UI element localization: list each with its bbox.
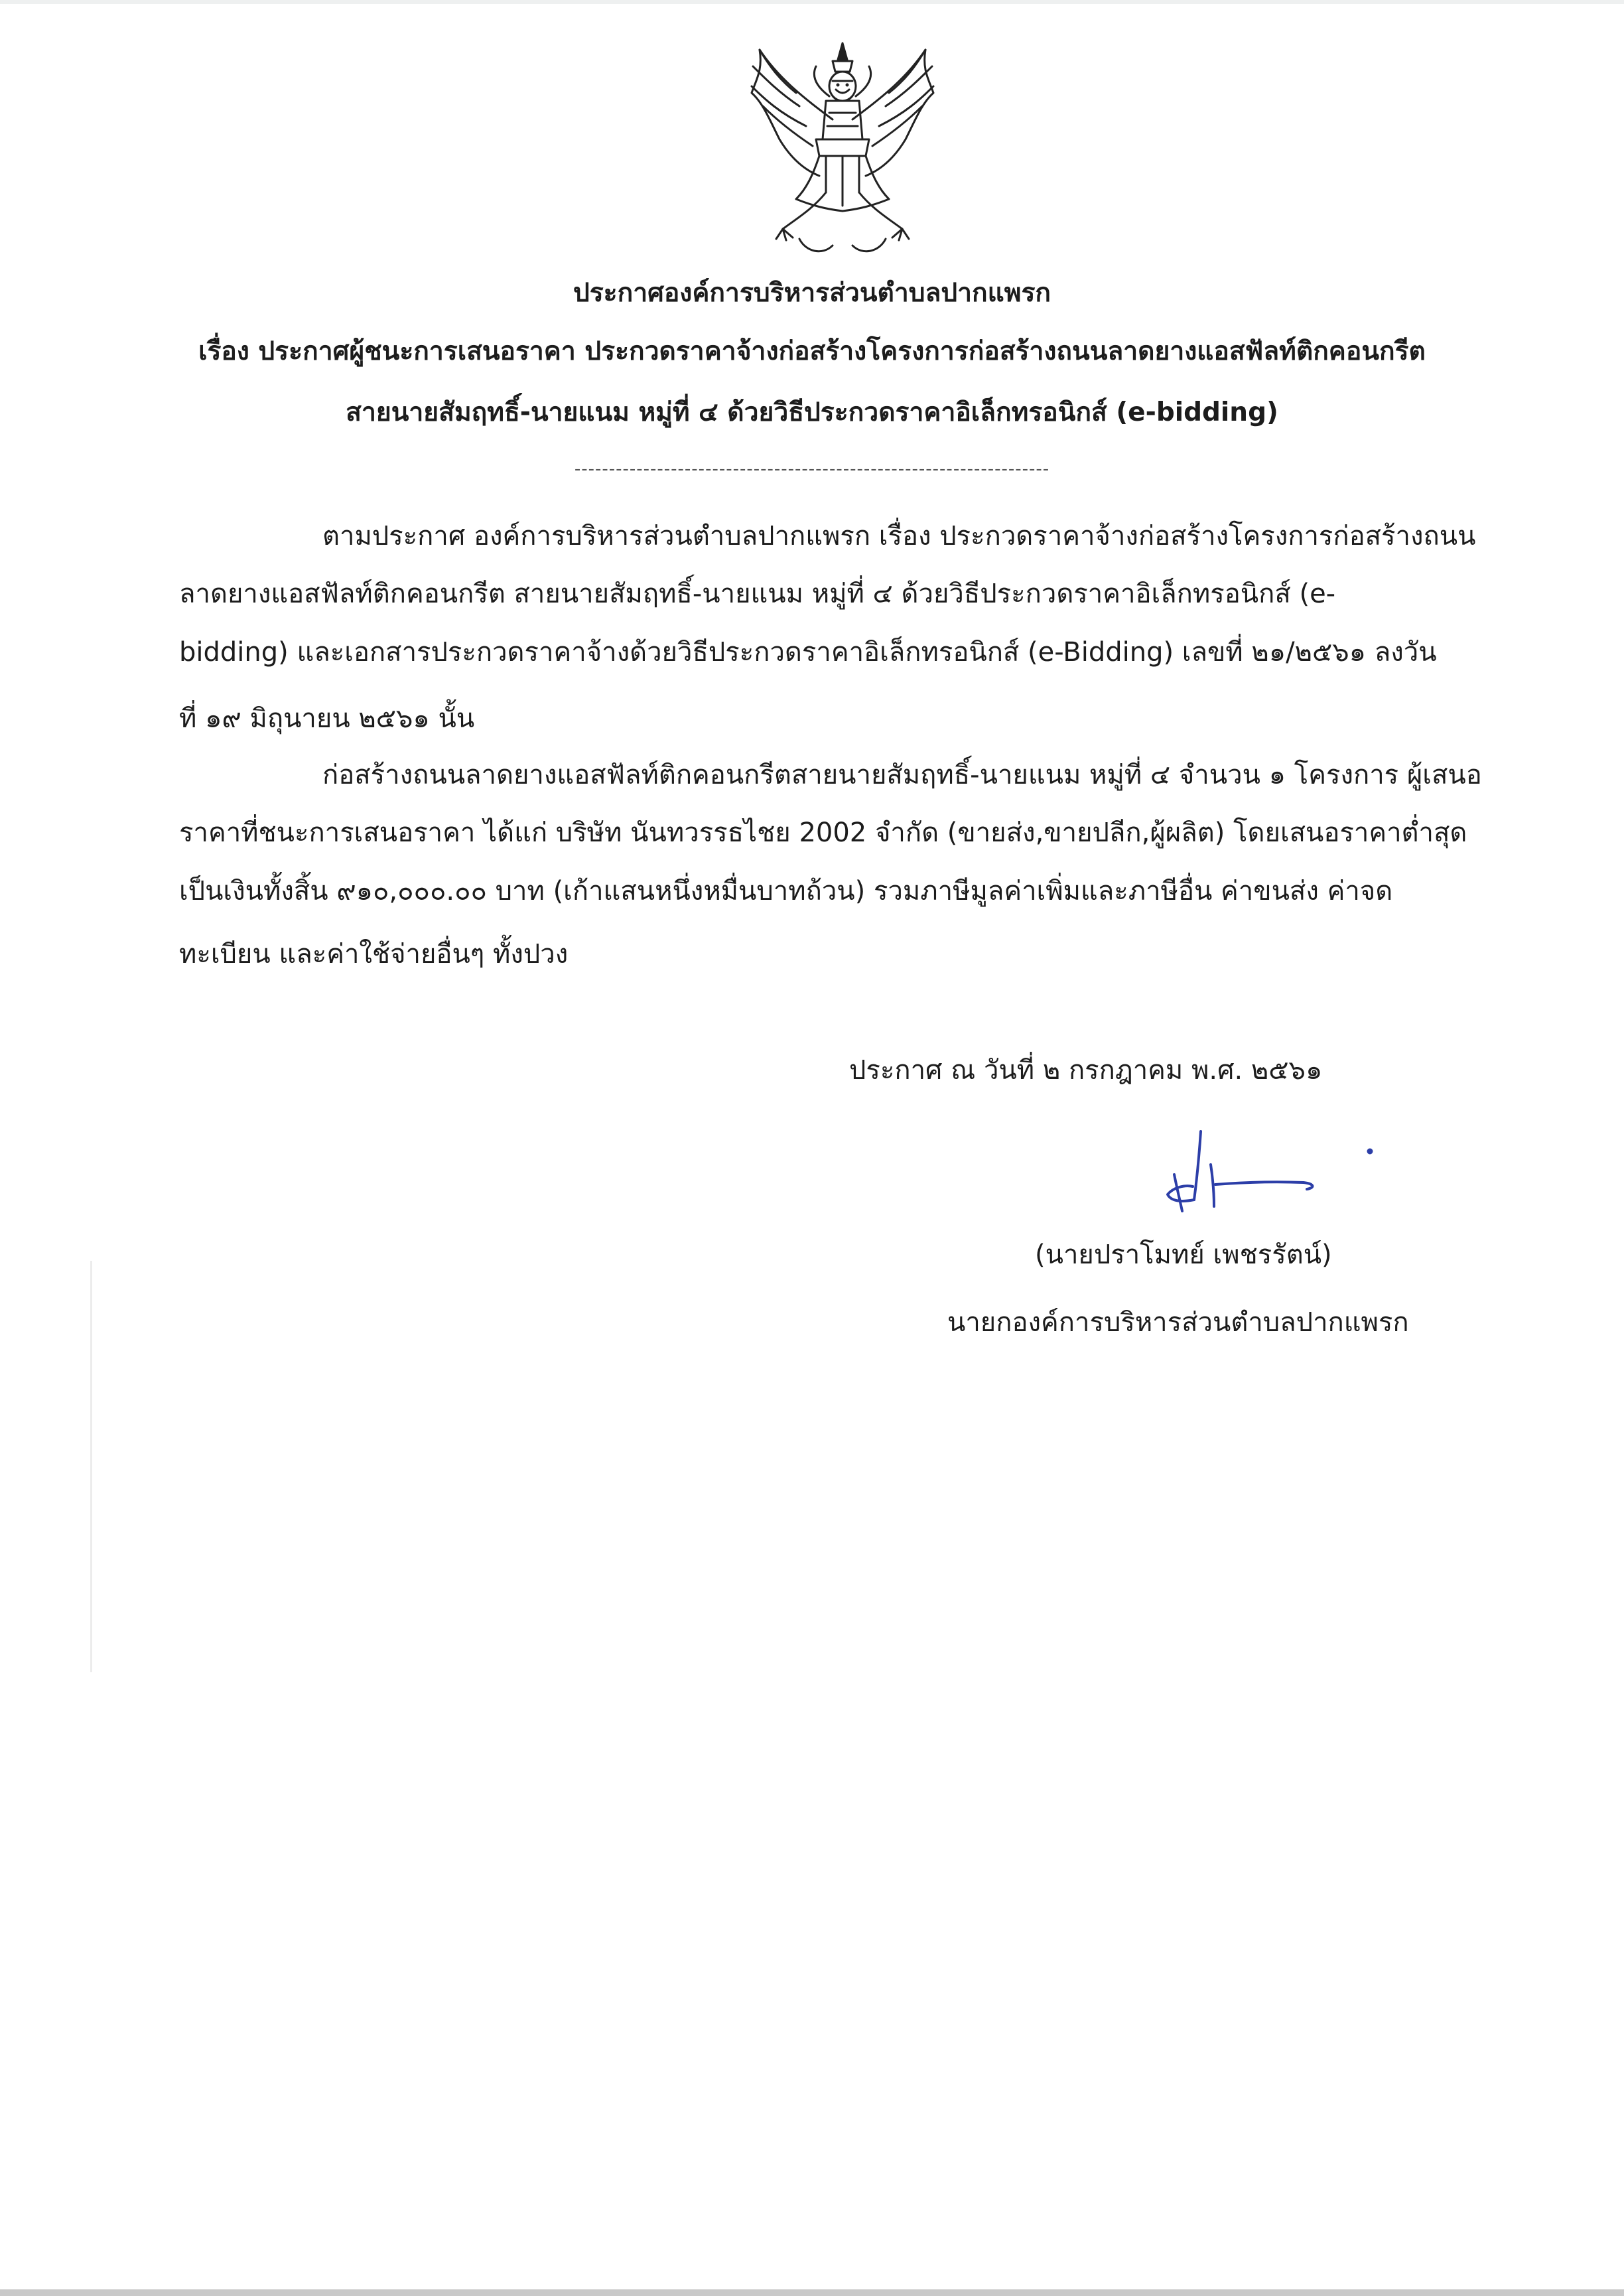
scan-bottom-edge bbox=[0, 2289, 1624, 2296]
subject-line-2: สายนายสัมฤทธิ์-นายแนม หมู่ที่ ๔ ด้วยวิธีประกวดราคาอิเล็กทรอนิกส์ (e-bidding) bbox=[346, 397, 1278, 427]
handwritten-signature-icon bbox=[1141, 1128, 1387, 1221]
paragraph2-line-3: เป็นเงินทั้งสิ้น ๙๑๐,๐๐๐.๐๐ บาท (เก้าแสนหนึ่งหมื่นบาทถ้วน) รวมภาษีมูลค่าเพิ่มและภาษีอื่น ค่าขนส่ง ค่าจด bbox=[179, 876, 1393, 906]
signer-position: นายกองค์การบริหารส่วนตำบลปากแพรก bbox=[947, 1307, 1409, 1338]
scan-artifact bbox=[90, 1261, 92, 1672]
paragraph1-line-4: ที่ ๑๙ มิถุนายน ๒๕๖๑ นั้น bbox=[179, 703, 475, 734]
paragraph2-line-2: ราคาที่ชนะการเสนอราคา ได้แก่ บริษัท นันทวรรธไชย 2002 จำกัด (ขายส่ง,ขายปลีก,ผู้ผลิต) โดยเสนอราคาต่ำสุด bbox=[179, 818, 1467, 848]
garuda-emblem-icon bbox=[733, 40, 952, 262]
paragraph1-line-2: ลาดยางแอสฟัลท์ติกคอนกรีต สายนายสัมฤทธิ์-นายแนม หมู่ที่ ๔ ด้วยวิธีประกวดราคาอิเล็กทรอนิกส์ (e- bbox=[179, 579, 1336, 609]
signer-name: (นายปราโมทย์ เพชรรัตน์) bbox=[1035, 1240, 1332, 1270]
paragraph2-line-1: ก่อสร้างถนนลาดยางแอสฟัลท์ติกคอนกรีตสายนายสัมฤทธิ์-นายแนม หมู่ที่ ๔ จำนวน ๑ โครงการ ผู้เสนอ bbox=[322, 760, 1482, 790]
paragraph1-line-3: bidding) และเอกสารประกวดราคาจ้างด้วยวิธีประกวดราคาอิเล็กทรอนิกส์ (e-Bidding) เลขที่ ๒๑/๒๕๖๑ ลงวัน bbox=[179, 637, 1437, 668]
subject-line-1: เรื่อง ประกาศผู้ชนะการเสนอราคา ประกวดราคาจ้างก่อสร้างโครงการก่อสร้างถนนลาดยางแอสฟัลท์ติกคอนกรีต bbox=[198, 336, 1426, 366]
org-title: ประกาศองค์การบริหารส่วนตำบลปากแพรก bbox=[573, 278, 1051, 308]
divider: --------------------------------------------------------------------- bbox=[574, 459, 1050, 479]
paragraph1-line-1: ตามประกาศ องค์การบริหารส่วนตำบลปากแพรก เรื่อง ประกวดราคาจ้างก่อสร้างโครงการก่อสร้างถนน bbox=[322, 521, 1476, 551]
paragraph2-line-4: ทะเบียน และค่าใช้จ่ายอื่นๆ ทั้งปวง bbox=[179, 939, 569, 969]
scan-top-edge bbox=[0, 0, 1624, 4]
announcement-date: ประกาศ ณ วันที่ ๒ กรกฎาคม พ.ศ. ๒๕๖๑ bbox=[849, 1055, 1323, 1086]
